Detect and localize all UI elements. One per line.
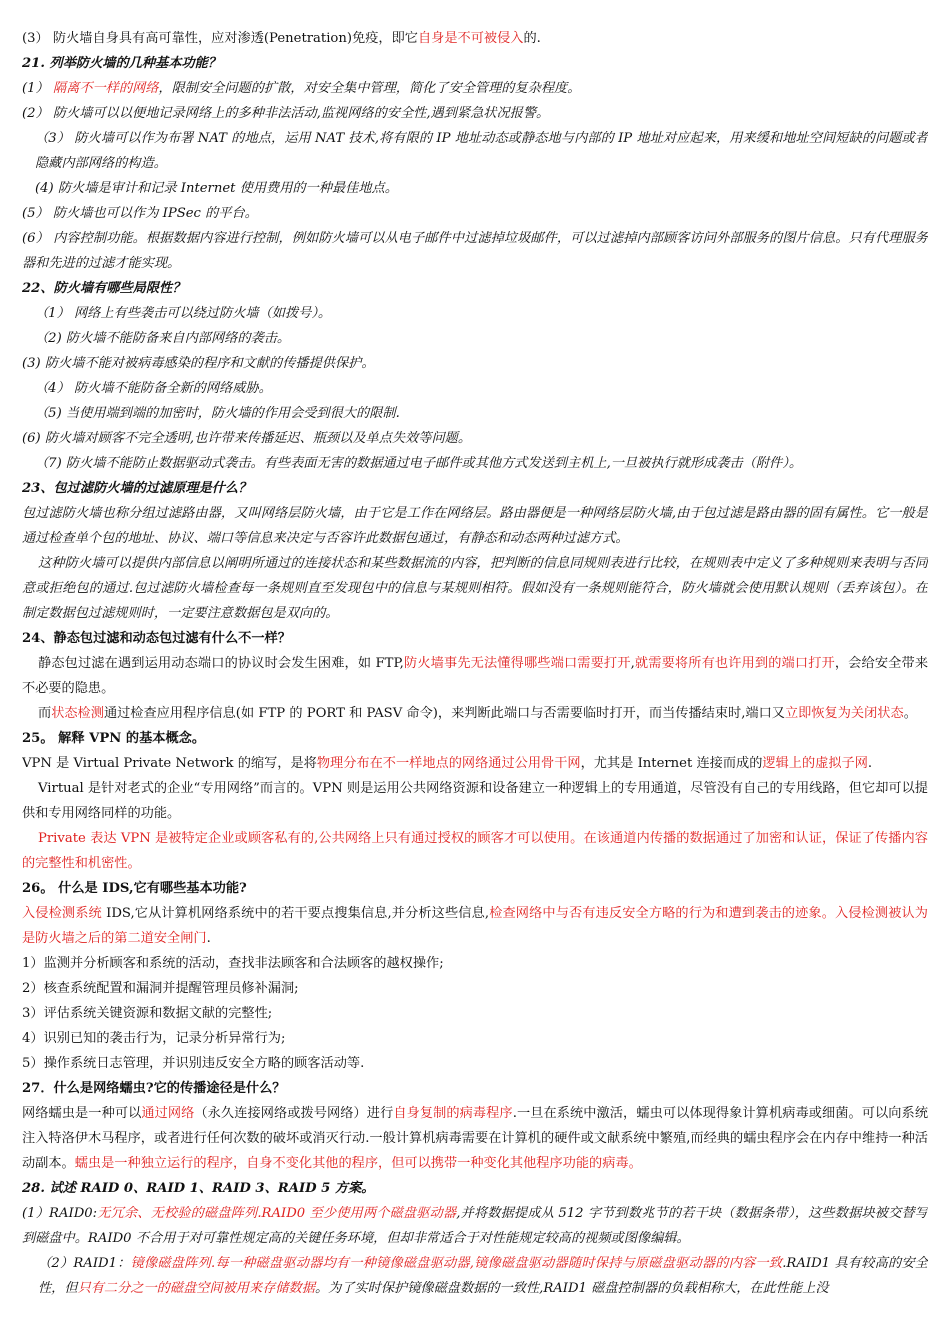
text-run: 包过滤防火墙也称分组过滤路由器，又叫网络层防火墙，由于它是工作在网络层。路由器便是一种网络层防火墙,由于包过滤是路由器的固有属性。它一般是通过检查单个包的地址、协议、端口等信息来决定与否容许此数据包通过，有静态和动态两种过滤方式。 bbox=[22, 506, 928, 546]
text-line bbox=[22, 976, 928, 1001]
highlighted-text: 就需要将所有也许用到的端口打开 bbox=[634, 656, 835, 671]
text-line bbox=[22, 626, 928, 651]
text-run: （2) 防火墙不能防备来自内部网络的袭击。 bbox=[35, 331, 291, 346]
text-run: （4） 防火墙不能防备全新的网络威胁。 bbox=[35, 381, 272, 396]
text-run: 2）核查系统配置和漏洞并提醒管理员修补漏洞; bbox=[22, 981, 299, 996]
text-line bbox=[22, 1201, 928, 1251]
text-run: （7) 防火墙不能防止数据驱动式袭击。有些表面无害的数据通过电子邮件或其他方式发送到主机上,一旦被执行就形成袭击（附件）。 bbox=[35, 456, 803, 471]
highlighted-text: 防火墙事先无法懂得哪些端口需要打开 bbox=[403, 656, 631, 671]
text-run: 的. bbox=[523, 31, 541, 46]
text-line bbox=[22, 1026, 928, 1051]
text-line bbox=[22, 376, 928, 401]
highlighted-text: 入侵检测系统 bbox=[22, 906, 102, 921]
text-line bbox=[22, 726, 928, 751]
highlighted-text: 逻辑上的虚拟子网 bbox=[762, 756, 868, 771]
text-run: 而 bbox=[38, 706, 52, 721]
text-line bbox=[22, 326, 928, 351]
text-run: ，限制安全问题的扩散，对安全集中管理，简化了安全管理的复杂程度。 bbox=[158, 81, 581, 96]
text-line bbox=[22, 426, 928, 451]
text-line bbox=[22, 1176, 928, 1201]
text-line bbox=[22, 201, 928, 226]
text-line bbox=[22, 776, 928, 826]
highlighted-text: 物理分布在不一样地点的网络通过公用骨干网 bbox=[316, 756, 581, 771]
text-run: 23、包过滤防火墙的过滤原理是什么？ bbox=[22, 481, 252, 496]
text-run: 4）识别已知的袭击行为，记录分析异常行为; bbox=[22, 1031, 286, 1046]
text-line bbox=[22, 901, 928, 951]
text-line bbox=[22, 351, 928, 376]
text-run: 26。 什么是 IDS,它有哪些基本功能? bbox=[22, 881, 247, 896]
text-run: . bbox=[867, 756, 873, 771]
text-line bbox=[22, 1101, 928, 1176]
text-line bbox=[22, 751, 928, 776]
text-line bbox=[22, 876, 928, 901]
text-run: 通过检查应用程序信息(如 FTP 的 PORT 和 PASV 命令)，来判断此端口与否需要临时打开，而当传播结束时,端口又 bbox=[103, 706, 785, 721]
text-run: .一旦在系统中激活，蠕虫可以体现得象计算机病毒或细菌。可以向系统注入特洛伊木马程序，或者进行任何次数的破坏或消灭行动.一般计算机病毒需要在计算机的硬件或文献系统中繁殖,而经典的蠕虫程序会在内存中维持一种活动副本。 bbox=[22, 1106, 928, 1171]
highlighted-text: 隔离不一样的网络 bbox=[52, 81, 159, 96]
highlighted-text: Private 表达 VPN 是被特定企业或顾客私有的,公共网络上只有通过授权的顾客才可以使用。在该通道内传播的数据通过了加密和认证，保证了传播内容的完整性和机密性。 bbox=[22, 831, 928, 871]
text-line bbox=[22, 651, 928, 701]
text-line bbox=[22, 551, 928, 626]
text-line bbox=[22, 26, 928, 51]
text-line bbox=[22, 1076, 928, 1101]
text-run: (6) 防火墙对顾客不完全透明,也许带来传播延迟、瓶颈以及单点失效等问题。 bbox=[22, 431, 472, 446]
text-run: 。 bbox=[903, 706, 917, 721]
text-run: ，会给安全带来不必要的隐患。 bbox=[22, 656, 928, 696]
text-run: . bbox=[206, 931, 211, 946]
text-run: （永久连接网络或拨号网络）进行 bbox=[194, 1106, 394, 1121]
highlighted-text: 通过网络 bbox=[141, 1106, 195, 1121]
text-run: ,并将数据提成从 512 字节到数兆节的若干块（数据条带），这些数据块被交替写到磁盘中。RAID0 不合用于对可靠性规定高的关键任务环境，但却非常适合于对性能规定较高的视频或图像编辑。 bbox=[22, 1206, 928, 1246]
highlighted-text: 蠕虫是一种独立运行的程序，自身不变化其他的程序，但可以携带一种变化其他程序功能的病毒。 bbox=[74, 1156, 642, 1171]
text-run: 24、静态包过滤和动态包过滤有什么不一样？ bbox=[22, 631, 291, 646]
text-run: ，尤其是 Internet 连接而成的 bbox=[580, 756, 763, 771]
text-line bbox=[22, 1051, 928, 1076]
text-line bbox=[22, 826, 928, 876]
highlighted-text: 立即恢复为关闭状态 bbox=[785, 706, 904, 721]
text-run: （1） 网络上有些袭击可以绕过防火墙（如拨号）。 bbox=[35, 306, 332, 321]
text-run: （5) 当使用端到端的加密时，防火墙的作用会受到很大的限制. bbox=[35, 406, 400, 421]
text-run: , bbox=[630, 656, 635, 671]
text-line bbox=[22, 1251, 928, 1301]
text-run: 1）监测并分析顾客和系统的活动，查找非法顾客和合法顾客的越权操作; bbox=[22, 956, 444, 971]
text-run: 静态包过滤在遇到运用动态端口的协议时会发生困难，如 FTP, bbox=[38, 656, 404, 671]
text-line bbox=[22, 401, 928, 426]
document-body bbox=[22, 26, 928, 1301]
text-line bbox=[22, 276, 928, 301]
text-run: (2） 防火墙可以以便地记录网络上的多种非法活动,监视网络的安全性,遇到紧急状况报警。 bbox=[22, 106, 550, 121]
text-run: 25。 解释 VPN 的基本概念。 bbox=[22, 731, 206, 746]
text-run: (1） bbox=[22, 81, 53, 96]
text-run: (3） 防火墙自身具有高可靠性，应对渗透(Penetration)免疫，即它 bbox=[22, 31, 418, 46]
text-run: (1）RAID0: bbox=[22, 1206, 98, 1221]
text-run: （2）RAID1： bbox=[38, 1256, 131, 1271]
text-run: 22、防火墙有哪些局限性？ bbox=[22, 281, 186, 296]
highlighted-text: 只有二分之一的磁盘空间被用来存储数据 bbox=[77, 1281, 315, 1296]
text-line bbox=[22, 126, 928, 176]
highlighted-text: 状态检测 bbox=[51, 706, 104, 721]
text-run: 28. 试述 RAID 0、RAID 1、RAID 3、RAID 5 方案。 bbox=[22, 1181, 375, 1196]
text-run: Virtual 是针对老式的企业“专用网络”而言的。VPN 则是运用公共网络资源和设备建立一种逻辑上的专用通道，尽管没有自己的专用线路，但它却可以提供和专用网络同样的功能。 bbox=[22, 781, 928, 821]
text-line bbox=[22, 451, 928, 476]
text-run: （3） 防火墙可以作为布署 NAT 的地点，运用 NAT 技术,将有限的 IP 地址动态或静态地与内部的 IP 地址对应起来，用来缓和地址空间短缺的问题或者隐藏内部网络的构造。 bbox=[35, 131, 928, 171]
highlighted-text: 自身复制的病毒程序 bbox=[393, 1106, 513, 1121]
text-run: 这种防火墙可以提供内部信息以阐明所通过的连接状态和某些数据流的内容，把判断的信息同规则表进行比较，在规则表中定义了多种规则来表明与否同意或拒绝包的通过.包过滤防火墙检查每一条规则直至发现包中的信息与某规则相符。假如没有一条规则能符合，防火墙就会使用默认规则（丢弃该包）。在制定数据包过滤规则时，一定要注意数据包是双向的。 bbox=[22, 556, 928, 621]
text-line bbox=[22, 76, 928, 101]
text-line bbox=[22, 226, 928, 276]
text-run: VPN 是 Virtual Private Network 的缩写，是将 bbox=[22, 756, 317, 771]
text-line bbox=[22, 476, 928, 501]
text-run: (3) 防火墙不能对被病毒感染的程序和文献的传播提供保护。 bbox=[22, 356, 375, 371]
text-run: 。为了实时保护镜像磁盘数据的一致性,RAID1 磁盘控制器的负载相称大，在此性能上没 bbox=[314, 1281, 829, 1296]
text-line bbox=[22, 501, 928, 551]
text-line bbox=[22, 176, 928, 201]
highlighted-text: 检查网络中与否有违反安全方略的行为和遭到袭击的迹象。入侵检测被认为是防火墙之后的第二道安全闸门 bbox=[22, 906, 928, 946]
text-run: (6） 内容控制功能。根据数据内容进行控制，例如防火墙可以从电子邮件中过滤掉垃圾邮件，可以过滤掉内部顾客访问外部服务的图片信息。只有代理服务器和先进的过滤才能实现。 bbox=[22, 231, 928, 271]
text-run: 网络蠕虫是一种可以 bbox=[22, 1106, 142, 1121]
text-line bbox=[22, 951, 928, 976]
highlighted-text: 自身是不可被侵入 bbox=[417, 31, 524, 46]
text-line bbox=[22, 1001, 928, 1026]
text-line bbox=[22, 101, 928, 126]
text-run: .RAID1 具有较高的安全性，但 bbox=[38, 1256, 928, 1296]
text-run: 5）操作系统日志管理，并识别违反安全方略的顾客活动等. bbox=[22, 1056, 365, 1071]
text-run: 3）评估系统关键资源和数据文献的完整性; bbox=[22, 1006, 273, 1021]
text-run: 27．什么是网络蠕虫?它的传播途径是什么？ bbox=[22, 1081, 286, 1096]
text-run: 21. 列举防火墙的几种基本功能？ bbox=[22, 56, 221, 71]
text-run: (5） 防火墙也可以作为 IPSec 的平台。 bbox=[22, 206, 258, 221]
text-line bbox=[22, 701, 928, 726]
highlighted-text: 无冗余、无校验的磁盘阵列.RAID0 至少使用两个磁盘驱动器 bbox=[97, 1206, 457, 1221]
highlighted-text: 镜像磁盘阵列.每一种磁盘驱动器均有一种镜像磁盘驱动器,镜像磁盘驱动器随时保持与原磁盘驱动器的内容一致 bbox=[130, 1256, 783, 1271]
text-line bbox=[22, 51, 928, 76]
text-run: IDS,它从计算机网络系统中的若干要点搜集信息,并分析这些信息, bbox=[101, 906, 490, 921]
text-line bbox=[22, 301, 928, 326]
text-run: (4) 防火墙是审计和记录 Internet 使用费用的一种最佳地点。 bbox=[35, 181, 398, 196]
